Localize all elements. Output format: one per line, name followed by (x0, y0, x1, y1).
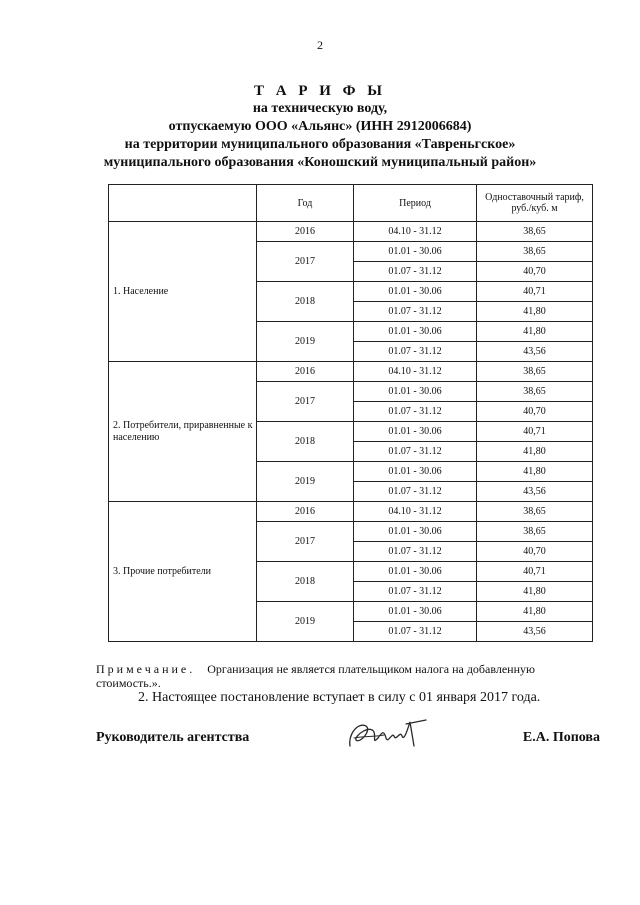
year-cell: 2016 (257, 502, 354, 522)
tariff-cell: 40,70 (477, 262, 593, 282)
period-cell: 01.01 - 30.06 (354, 562, 477, 582)
title-line-2: на техническую воду, (252, 101, 388, 116)
note-label: Примечание. (96, 662, 196, 676)
tariff-cell: 38,65 (477, 362, 593, 382)
tariff-cell: 40,70 (477, 542, 593, 562)
effective-date-clause: 2. Настоящее постановление вступает в силу с 01 января 2017 года. (138, 690, 541, 705)
tariff-cell: 38,65 (477, 502, 593, 522)
signatory-position: Руководитель агентства (96, 730, 250, 745)
table-row (109, 222, 593, 242)
year-cell: 2018 (257, 282, 354, 322)
period-cell: 01.01 - 30.06 (354, 602, 477, 622)
table-row (109, 502, 593, 522)
handwritten-signature (344, 716, 434, 754)
year-cell: 2019 (257, 462, 354, 502)
tariff-cell: 40,71 (477, 282, 593, 302)
year-cell: 2016 (257, 222, 354, 242)
table-row (109, 362, 593, 382)
table-header-row (109, 185, 593, 222)
tariff-cell: 41,80 (477, 302, 593, 322)
signatory-name: Е.А. Попова (522, 730, 600, 745)
tariff-table-body (109, 222, 593, 642)
tariff-cell: 40,71 (477, 422, 593, 442)
period-cell: 01.01 - 30.06 (354, 282, 477, 302)
title-line-3: отпускаемую ООО «Альянс» (ИНН 2912006684) (168, 119, 472, 134)
tariff-cell: 41,80 (477, 462, 593, 482)
year-cell: 2019 (257, 602, 354, 642)
tariff-cell: 43,56 (477, 622, 593, 642)
period-cell: 01.07 - 31.12 (354, 622, 477, 642)
tariff-cell: 43,56 (477, 342, 593, 362)
period-cell: 01.07 - 31.12 (354, 262, 477, 282)
tariff-cell: 38,65 (477, 222, 593, 242)
period-cell: 01.07 - 31.12 (354, 342, 477, 362)
tariff-cell: 38,65 (477, 242, 593, 262)
year-cell: 2017 (257, 242, 354, 282)
period-cell: 01.07 - 31.12 (354, 402, 477, 422)
tariff-cell: 41,80 (477, 442, 593, 462)
consumer-category: 2. Потребители, приравненные к населению (109, 362, 257, 502)
period-cell: 01.07 - 31.12 (354, 582, 477, 602)
signature-block (96, 730, 600, 760)
title-line-5: муниципального образования «Коношский муниципальный район» (103, 155, 537, 170)
period-cell: 01.01 - 30.06 (354, 242, 477, 262)
tariff-cell: 43,56 (477, 482, 593, 502)
header-category (109, 185, 257, 222)
tariff-cell: 40,71 (477, 562, 593, 582)
year-cell: 2019 (257, 322, 354, 362)
year-cell: 2017 (257, 522, 354, 562)
tariff-cell: 38,65 (477, 382, 593, 402)
year-cell: 2018 (257, 562, 354, 602)
note (96, 662, 600, 690)
title-line-1: Т А Р И Ф Ы (253, 83, 387, 99)
period-cell: 04.10 - 31.12 (354, 362, 477, 382)
header-year: Год (257, 185, 354, 222)
header-period: Период (354, 185, 477, 222)
note-text: Организация не является плательщиком налога на добавленную стоимость.». (96, 662, 535, 690)
tariff-cell: 40,70 (477, 402, 593, 422)
period-cell: 01.01 - 30.06 (354, 322, 477, 342)
period-cell: 01.01 - 30.06 (354, 422, 477, 442)
tariff-cell: 41,80 (477, 582, 593, 602)
period-cell: 01.07 - 31.12 (354, 482, 477, 502)
period-cell: 01.01 - 30.06 (354, 382, 477, 402)
period-cell: 01.07 - 31.12 (354, 542, 477, 562)
title-line-4: на территории муниципального образования «Тавреньгское» (124, 137, 516, 152)
period-cell: 04.10 - 31.12 (354, 502, 477, 522)
page-number: 2 (317, 38, 323, 52)
consumer-category: 3. Прочие потребители (109, 502, 257, 642)
period-cell: 04.10 - 31.12 (354, 222, 477, 242)
period-cell: 01.07 - 31.12 (354, 442, 477, 462)
year-cell: 2017 (257, 382, 354, 422)
period-cell: 01.01 - 30.06 (354, 462, 477, 482)
header-tariff: Одноставочный тариф, руб./куб. м (477, 185, 593, 222)
tariff-cell: 41,80 (477, 322, 593, 342)
year-cell: 2018 (257, 422, 354, 462)
period-cell: 01.01 - 30.06 (354, 522, 477, 542)
year-cell: 2016 (257, 362, 354, 382)
tariff-table (108, 184, 593, 642)
period-cell: 01.07 - 31.12 (354, 302, 477, 322)
tariff-cell: 38,65 (477, 522, 593, 542)
consumer-category: 1. Население (109, 222, 257, 362)
document-title (0, 82, 640, 172)
tariff-cell: 41,80 (477, 602, 593, 622)
